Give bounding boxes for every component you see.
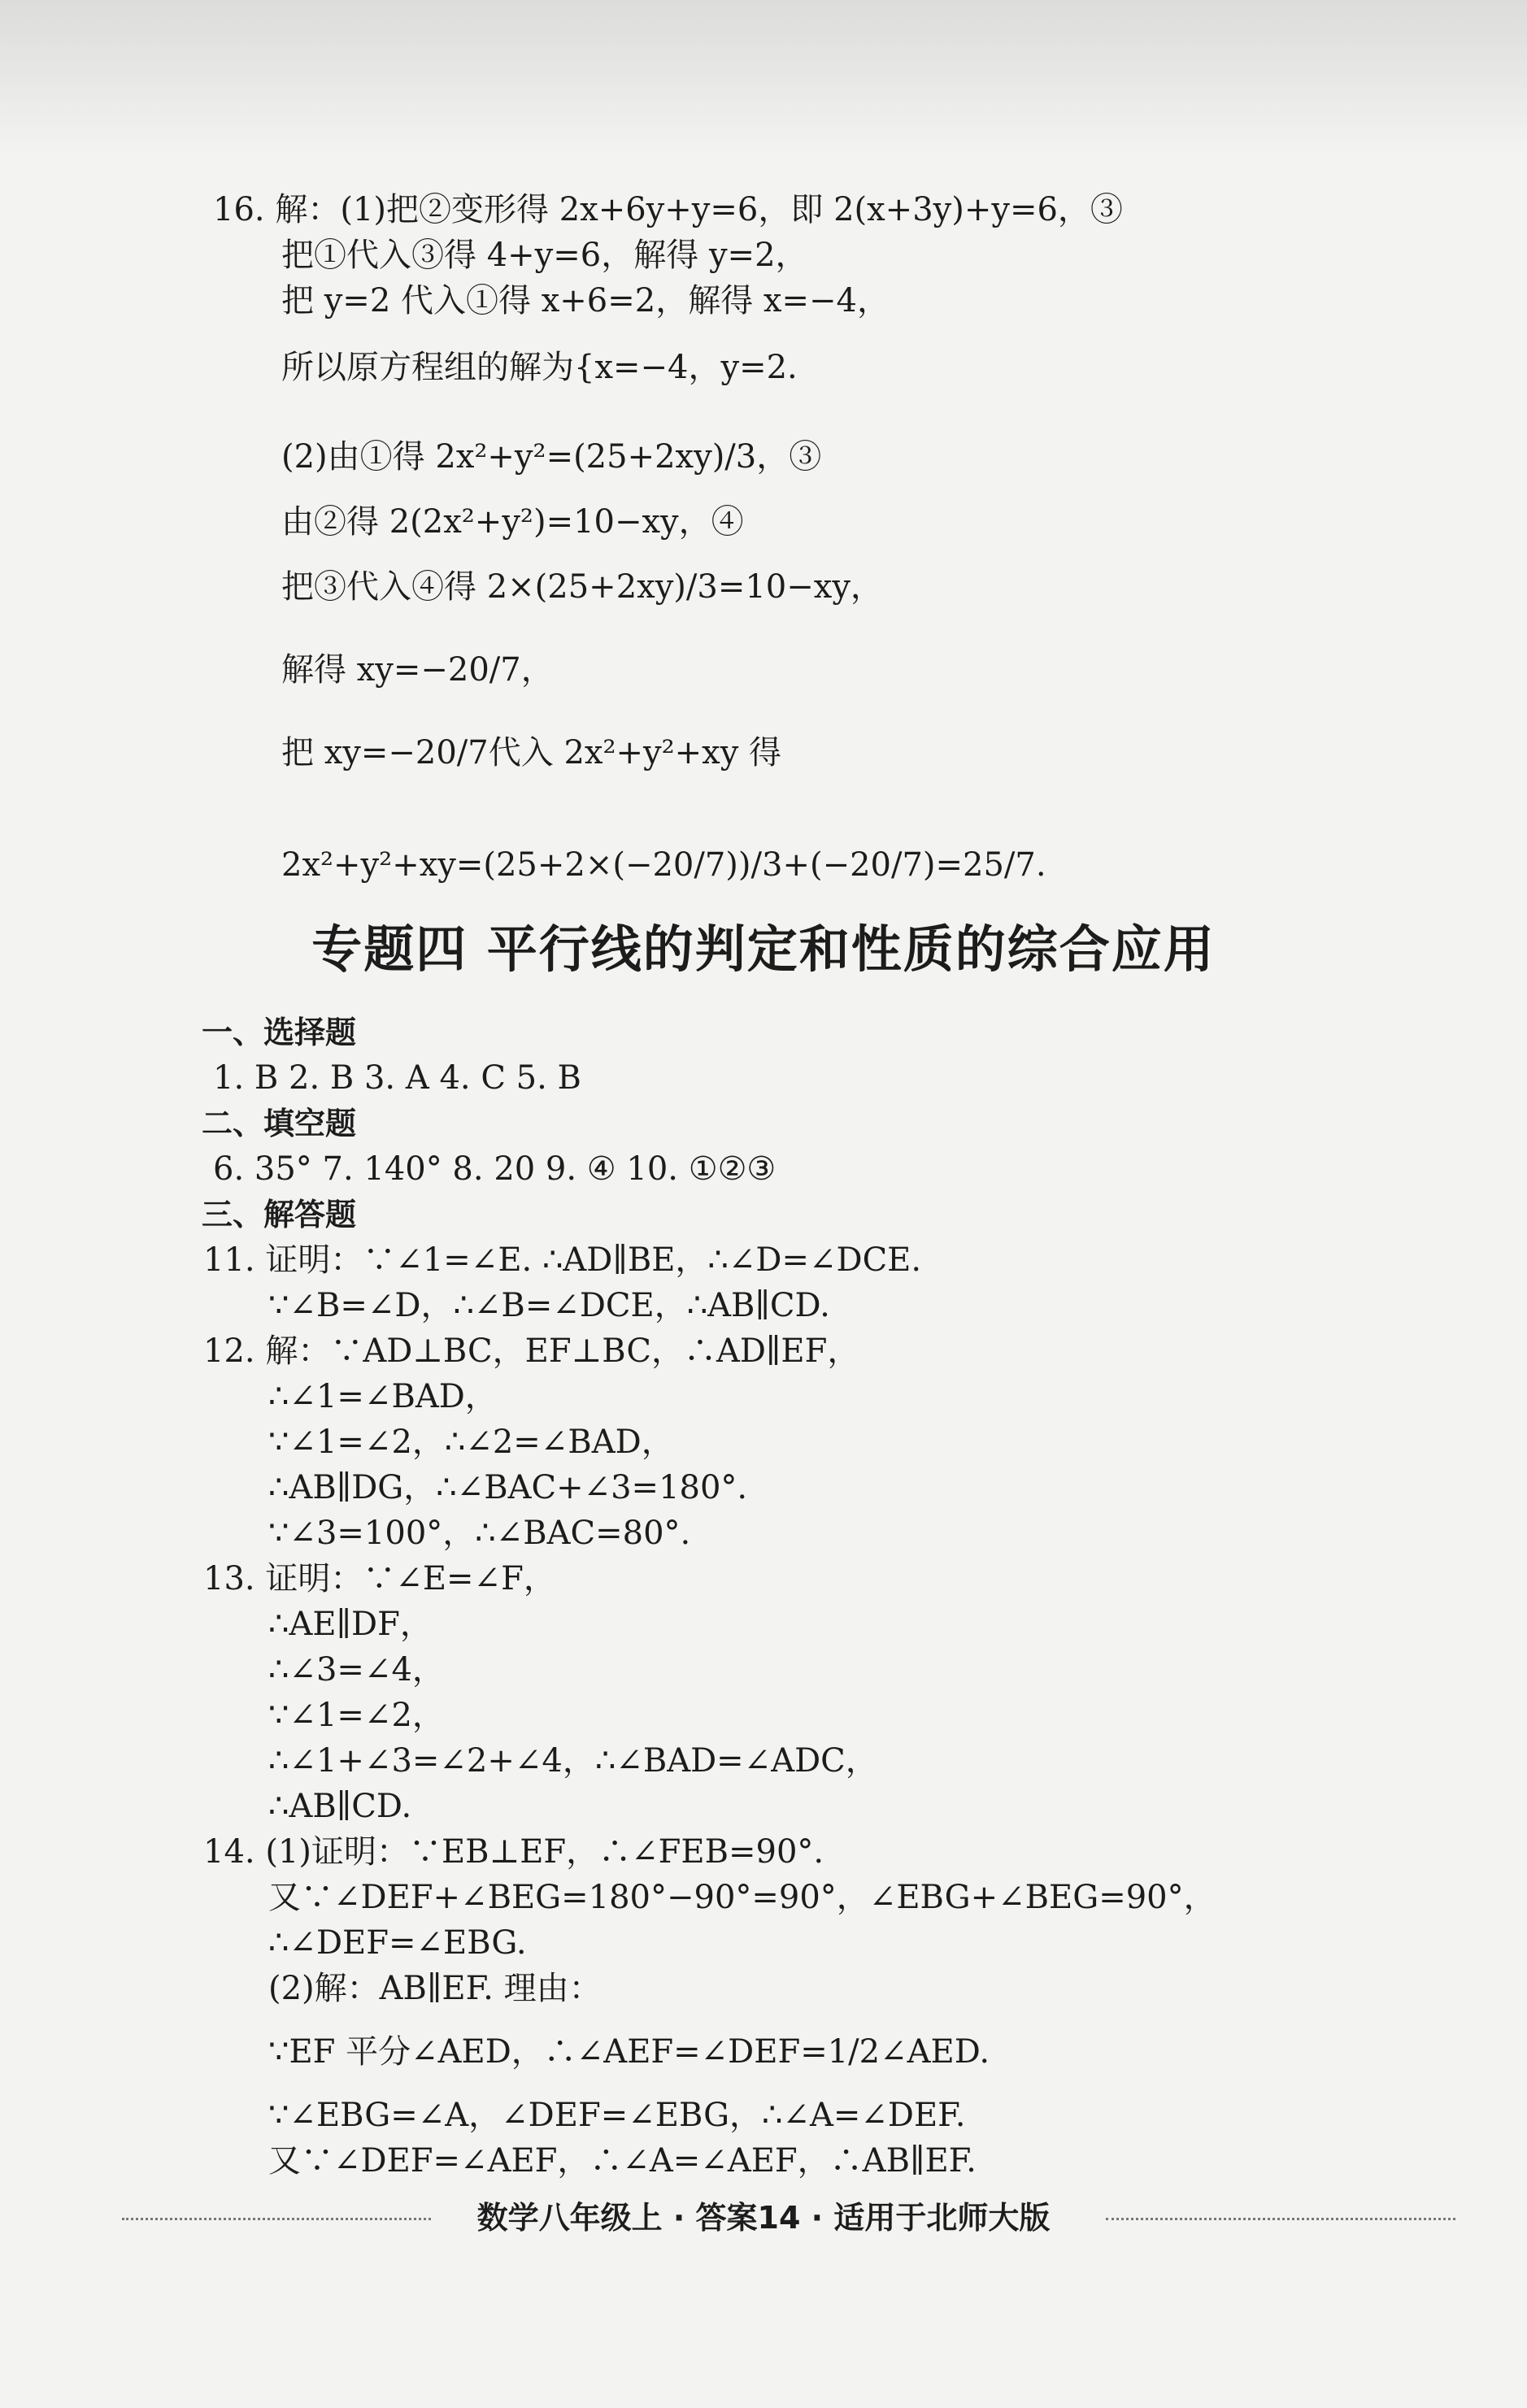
q16-line-3: 把 y=2 代入①得 x+6=2，解得 x=−4， — [281, 282, 890, 319]
q13-line-2: ∴AE∥DF， — [268, 1606, 433, 1643]
q16-line-10: 2x²+y²+xy=(25+2×(−20/7))/3+(−20/7)=25/7. — [281, 846, 1046, 884]
q14-line-2: 又∵∠DEF+∠BEG=180°−90°=90°，∠EBG+∠BEG=90°， — [268, 1879, 1216, 1916]
q14-line-3: ∴∠DEF=∠EBG. — [268, 1924, 527, 1962]
topic-title: 专题四 平行线的判定和性质的综合应用 — [311, 919, 1216, 979]
q14-line-5: ∵EF 平分∠AED，∴∠AEF=∠DEF=1/2∠AED. — [268, 2033, 990, 2071]
section-choice-heading: 一、选择题 — [202, 1015, 357, 1050]
q16-line-2: 把①代入③得 4+y=6，解得 y=2， — [281, 237, 808, 274]
q14-line-7: 又∵∠DEF=∠AEF，∴∠A=∠AEF，∴AB∥EF. — [268, 2142, 977, 2180]
fill-answers: 6. 35° 7. 140° 8. 20 9. ④ 10. ①②③ — [213, 1150, 777, 1188]
q12-line-2: ∴∠1=∠BAD， — [268, 1378, 498, 1415]
q14-line-6: ∵∠EBG=∠A，∠DEF=∠EBG，∴∠A=∠DEF. — [268, 2097, 966, 2134]
q16-line-7: 把③代入④得 2×(25+2xy)/3=10−xy， — [281, 568, 883, 606]
q14-line-1: 14. (1)证明：∵EB⊥EF，∴∠FEB=90°. — [203, 1833, 824, 1871]
q16-line-1: 16. 解：(1)把②变形得 2x+6y+y=6，即 2(x+3y)+y=6，③ — [213, 191, 1123, 228]
q11-line-1: 11. 证明：∵∠1=∠E. ∴AD∥BE，∴∠D=∠DCE. — [203, 1241, 922, 1279]
section-fill-heading: 二、填空题 — [202, 1106, 357, 1141]
q16-line-5: (2)由①得 2x²+y²=(25+2xy)/3，③ — [281, 438, 822, 476]
q13-line-6: ∴AB∥CD. — [268, 1788, 412, 1825]
choice-answers: 1. B 2. B 3. A 4. C 5. B — [213, 1059, 581, 1097]
q12-line-3: ∵∠1=∠2，∴∠2=∠BAD， — [268, 1424, 674, 1461]
q13-line-1: 13. 证明：∵∠E=∠F， — [203, 1560, 556, 1597]
q13-line-5: ∴∠1+∠3=∠2+∠4，∴∠BAD=∠ADC， — [268, 1742, 878, 1780]
q16-line-8: 解得 xy=−20/7， — [281, 651, 554, 689]
q13-line-3: ∴∠3=∠4， — [268, 1651, 445, 1689]
q13-line-4: ∵∠1=∠2， — [268, 1697, 445, 1734]
q14-line-4: (2)解：AB∥EF. 理由： — [268, 1970, 602, 2007]
q12-line-1: 12. 解：∵AD⊥BC，EF⊥BC，∴AD∥EF， — [203, 1332, 860, 1370]
q16-line-9: 把 xy=−20/7代入 2x²+y²+xy 得 — [281, 734, 782, 772]
page-footer — [0, 2195, 1527, 2244]
q12-line-4: ∴AB∥DG，∴∠BAC+∠3=180°. — [268, 1469, 748, 1506]
section-solve-heading: 三、解答题 — [202, 1197, 357, 1232]
q16-line-4: 所以原方程组的解为{x=−4，y=2. — [281, 349, 798, 386]
q16-line-6: 由②得 2(2x²+y²)=10−xy，④ — [281, 503, 744, 541]
q12-line-5: ∵∠3=100°，∴∠BAC=80°. — [268, 1515, 691, 1552]
q11-line-2: ∵∠B=∠D，∴∠B=∠DCE，∴AB∥CD. — [268, 1287, 830, 1324]
footer-text: 数学八年级上 · 答案14 · 适用于北师大版 — [466, 2200, 1062, 2236]
